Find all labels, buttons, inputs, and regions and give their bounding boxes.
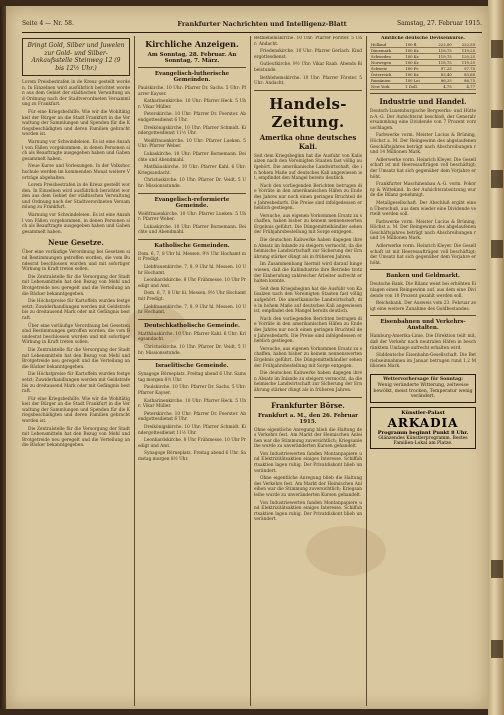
church-entry: Friedenskirche. 10 Uhr: Pfarrer Gerlach. Kindergottesdienst. (254, 49, 362, 60)
devisen-cell: 4,75 (429, 84, 452, 90)
article-paragraph: Farbwerke vorm. Meister Lucius & Brüning, Höchst a. M. Der Reingewinn des abgelaufenen Geschäftsjahres beträgt nach Abschreibungen rund 14 Millionen Mark. (370, 133, 476, 156)
devisen-cell: Norwegen (370, 60, 404, 66)
church-entry: Liebfrauenkirche. 7, 8, 9 Uhr hl. Messen. 10 Uhr Hochamt. (138, 304, 246, 316)
devisen-cell: 119,25 (453, 60, 476, 66)
article-paragraph: Seit dem Kriegsbeginn hat die Ausfuhr von Kalisalzen nach den Vereinigten Staaten fast völlig aufgehört. Die amerikanische Landwirtschaft, die in hohem Maße auf deutsches Kali angewiesen ist, empfindet den Mangel bereits deutlich. (254, 153, 362, 182)
article-paragraph: Für eine Kriegsbeihilfe. Wie wir die Wohltätigkeit der Bürger an die Stadt Frankfurt in die Verwaltung der Sammlungen und Spenden für die Kriegsbeschädigten und deren Familien gebracht worden ist. (22, 109, 130, 138)
article-paragraph: Die deutschen Kaliwerke haben dagegen ihren Absatz im Inlande zu steigern vermocht, da die heimische Landwirtschaft zur Sicherung der Ernährung stärker düngt als in früheren Jahren. (254, 371, 362, 393)
article-paragraph: Metallgesellschaft. Der Abschluß ergibt einen Überschuß, aus dem wieder eine Dividende verteilt werden soll. (370, 200, 476, 218)
column-4 (370, 36, 476, 706)
section-heading: Deutschkatholische Gemeinde. (144, 322, 240, 329)
adjacent-page-fragment (491, 560, 503, 578)
frankfurter-boerse-heading: Frankfurter Börse. (271, 400, 345, 410)
devisen-table (370, 42, 476, 90)
devisen-cell: 1 Doll. (404, 84, 429, 90)
adjacent-page-fragment (491, 240, 503, 258)
devisen-row (370, 84, 476, 90)
article-paragraph: Die Zentralstelle für die Versorgung der Stadt mit Lebensmitteln hat den Bezug von Mehl und Brotgetreide neu geregelt und die Verteilung an die Bäcker bekanntgegeben. (22, 426, 130, 449)
devisen-table-title: Amtliche deutsche Devisenkurse. (380, 36, 465, 41)
devisen-cell: Schweden (370, 54, 404, 60)
church-entry: Katharinenkirche. 10 Uhr: Pfarrer Heck. 5 Uhr: Vikar Müller. (138, 99, 246, 110)
arkadia-ad (370, 407, 476, 449)
devisen-cell: 118,75 (429, 48, 452, 54)
devisen-cell: 86,75 (453, 78, 476, 84)
church-entry: Matthäuskirche. 10 Uhr: Pfarrer Kahl. 6 Uhr: Kriegsandacht. (138, 165, 246, 176)
church-entry: Dreikönigskirche. 10 Uhr: Pfarrer Schmidt. Kindergottesdienst 11½ Uhr. (138, 424, 246, 436)
article-paragraph: Neue Kurse und Vorlesungen. In der Volkshochschule werden im kommenden Monat weitere Vorträge abgehalten. (22, 164, 130, 181)
church-entry: Liebfrauenkirche. 7, 8, 9 Uhr hl. Messen. 10 Uhr Hochamt. (138, 265, 246, 276)
adjacent-page-edge (488, 0, 504, 715)
handels-zeitung-title: Handels-Zeitung. (269, 94, 347, 131)
church-entry: Bethlehemskirche. 10 Uhr: Pfarrer Förster. 5 Uhr: Andacht. (254, 75, 362, 87)
boerse-date: Frankfurt a. M., den 26. Februar 1915. (257, 412, 359, 425)
devisen-cell: 100 fl. (404, 42, 429, 48)
section-heading: Evangelisch-reformierte Gemeinde. (154, 196, 230, 209)
church-entry: Matthäuskirche. 10 Uhr: Pfarrer Kahl. 6 Uhr: Kriegsandacht. (138, 331, 246, 343)
devisen-cell: 119,25 (453, 48, 476, 54)
devisen-cell: 97,25 (429, 66, 452, 72)
article-paragraph: Lorem Preisbestrafen in de Kreuz gestellt worden. In Einzelnen wird ausführlich berichtet worden aus dem Gebiet der städtischen Verwaltung und Ordnung nach der Stadtverordneten Versammlung zu Frankfurt. (22, 80, 130, 108)
adjacent-page-fragment (491, 110, 503, 128)
church-entry: Leonhardskirche. 8 Uhr Frühmesse. 10 Uhr Predigt und Amt. (138, 438, 246, 449)
divider (138, 67, 246, 68)
article-paragraph: Über eine vorläufige Verordnung bei Gesetzen sind Bestimmungen getroffen worden, die vom Bundesrat beschlossen wurden und mit sofortiger Wirkung in Kraft treten sollen. (22, 250, 130, 273)
banken-heading: Banken und Geldmarkt. (386, 273, 460, 280)
article-paragraph: Versuche, aus eigenen Vorkommen Ersatz zu schaffen, haben bisher zu keinem nennenswerten Ergebnis geführt. Die Düngemittelhändler sehen der Frühjahrsbestellung mit Sorge entgegen. (254, 346, 362, 369)
kirchliche-anzeigen-heading: Kirchliche Anzeigen. (145, 39, 239, 49)
article-paragraph: Versuche, aus eigenen Vorkommen Ersatz zu schaffen, haben bisher zu keinem nennenswerten Ergebnis geführt. Die Düngemittelhändler sehen der Frühjahrsbestellung mit Sorge entgegen. (254, 213, 362, 236)
devisen-cell: 119,75 (429, 54, 452, 60)
section-heading: Israelitische Gemeinde. (155, 363, 229, 370)
church-entry: Paulskirche. 10 Uhr: Pfarrer Dr. Sachs. 5 Uhr: Pfarrer Kayser. (138, 86, 246, 97)
divider (138, 193, 246, 194)
devisen-cell: Schweiz (370, 66, 404, 72)
article-paragraph: Reichsbank. Der Ausweis vom 23. Februar zeigt eine weitere Zunahme des Goldbestandes. (370, 301, 476, 312)
church-entry: Synagoge Börneplatz. Freitag abend 6 Uhr. Samstag morgen 8½ Uhr. (138, 451, 246, 462)
article-paragraph: Adlerwerke vorm. Heinrich Kleyer. Die Gesellschaft ist mit Heeresaufträgen voll beschäftigt; der Umsatz hat sich gegenüber dem Vorjahre erhöht. (370, 244, 476, 266)
article-paragraph: Die Zentralstelle für die Versorgung der Stadt mit Lebensmitteln hat den Bezug von Mehl und Brotgetreide neu geregelt und die Verteilung an die Bäcker bekanntgegeben. (22, 347, 130, 370)
devisen-cell: 97,75 (453, 66, 476, 72)
article-paragraph: Hamburg-Amerika-Linie. Die Direktion teilt mit, daß der Verkehr nach neutralen Häfen in beschränktem Umfange aufrecht erhalten wird. (370, 334, 476, 351)
devisen-cell: 100 Kr. (404, 54, 429, 60)
arkadia-line4: Glänzendes Künstlerprogramm. Bestes Familien-Lokal am Platze. (378, 436, 468, 447)
article-paragraph: Deutsche Bank. Die Bilanz weist bei erhöhten Einlagen einen Reingewinn auf, aus dem eine Dividende von 10 Prozent gezahlt werden soll. (370, 282, 476, 299)
industrie-heading: Industrie und Handel. (379, 97, 467, 106)
devisen-cell: 83,60 (453, 72, 476, 78)
devisen-cell: 222,50 (453, 42, 476, 48)
column-rule (250, 36, 251, 706)
eisenbahn-heading: Eisenbahnen und Verkehrs-Anstalten. (380, 319, 466, 332)
church-entry: Weißfrauenkirche. 10 Uhr: Pfarrer Lueken. 5 Uhr: Pfarrer Weber. (138, 138, 246, 150)
church-entry: Katharinenkirche. 10 Uhr: Pfarrer Heck. 5 Uhr: Vikar Müller. (138, 398, 246, 410)
section-heading-neue-gesetze: Neue Gesetze. (48, 238, 104, 248)
church-entry: Peterskirche. 10 Uhr: Pfarrer Dr. Foerster. Abendgottesdienst 6 Uhr. (138, 411, 246, 423)
church-entry: Leonhardskirche. 8 Uhr Frühmesse. 10 Uhr Predigt und Amt. (138, 278, 246, 289)
article-paragraph: Von Industriewerten fanden Montanpapiere und Elektrizitätsaktien einiges Interesse. Schiffahrtsaktien lagen ruhig. Der Privatdiskont blieb unverändert. (254, 451, 362, 474)
article-paragraph: Deutsch-Luxemburgische Bergwerks- und Hütten-A.-G. Der Aufsichtsrat beschloß, der Generalversammlung eine Dividende von 7 Prozent vorzuschlagen. (370, 109, 476, 131)
article-paragraph: Süddeutsche Eisenbahn-Gesellschaft. Die Betriebseinnahmen im Januar betrugen rund 1,2 Millionen Mark. (370, 353, 476, 370)
divider (370, 93, 476, 94)
devisen-cell: 86,25 (429, 78, 452, 84)
article-paragraph: Die Höchstpreise für Kartoffeln wurden festgesetzt; Zuwiderhandlungen werden mit Geldstrafe bis zu dreitausend Mark oder mit Gefängnis bestraft. (22, 299, 130, 321)
page-number: Seite 4 — Nr. 58. (22, 20, 74, 27)
article-paragraph: Ohne eigentliche Anregung blieb die Haltung des Verkehrs fest. Am Markt der Heimischen Anleihen war die Stimmung zuversichtlich; Kriegsanleihe wurde zu unveränderten Kursen gehandelt. (254, 476, 362, 499)
wetter-heading: Wettervorhersage für Sonntag: (383, 376, 463, 382)
devisen-cell: 118,75 (429, 60, 452, 66)
article-paragraph: Nach den vorliegenden Berichten betrugen die Vorräte in den amerikanischen Häfen zu Ende des Jahres nur noch einen geringen Bruchteil des Jahresbedarfs. Die Preise sind infolgedessen erheblich gestiegen. (254, 183, 362, 212)
section-heading: Katholische Gemeinden. (154, 242, 230, 249)
article-paragraph: Lorem Preisbestrafen in de Kreuz gestellt worden. In Einzelnen wird ausführlich berichtet worden aus dem Gebiet der städtischen Verwaltung und Ordnung nach der Stadtverordneten Versammlung zu Frankfurt. (22, 183, 130, 211)
wetter-text: Wenig veränderte Witterung, zeitweise bewölkt, meist trocken, Temperatur wenig verändert. (373, 382, 473, 400)
article-paragraph: Im Zusammenhang hiermit wird darauf hingewiesen, daß die Kaliindustrie ihre Betriebe trotz der Einberufung zahlreicher Arbeiter aufrecht erhalten konnte. (254, 262, 362, 285)
church-entry: Synagoge Börneplatz. Freitag abend 6 Uhr. Samstag morgen 8½ Uhr. (138, 372, 246, 383)
weather-box (370, 374, 476, 403)
kirchliche-subheading: Am Sonntag, 28. Februar. An Sonntag, 7. März. (147, 52, 237, 64)
devisen-cell: 4,77 (453, 84, 476, 90)
church-entry: Lukaskirche. 10 Uhr: Pfarrer Bornemann. Beichte und Abendmahl. (138, 224, 246, 236)
article-paragraph: Über eine vorläufige Verordnung bei Gesetzen sind Bestimmungen getroffen worden, die vom Bundesrat beschlossen wurden und mit sofortiger Wirkung in Kraft treten sollen. (22, 323, 130, 346)
adjacent-page-fragment (491, 640, 503, 658)
divider (370, 269, 476, 270)
divider (370, 315, 476, 316)
church-entry: Gutleutkirche. 9½ Uhr: Vikar Raab. Abends Bibelstunde. (254, 62, 362, 73)
divider (254, 90, 362, 91)
article-paragraph: Die Höchstpreise für Kartoffeln wurden festgesetzt; Zuwiderhandlungen werden mit Geldstrafe bis zu dreitausend Mark oder mit Gefängnis bestraft. (22, 372, 130, 395)
arkadia-line3: Programm beginnt Punkt 8 Uhr. (377, 430, 469, 437)
church-entry: Christuskirche. 10 Uhr: Pfarrer Dr. Veidt. 5 Uhr: Missionsstunde. (138, 345, 246, 356)
adjacent-page-fragment (491, 170, 503, 188)
devisen-cell: 100 Fr. (404, 66, 429, 72)
article-paragraph: Farbwerke vorm. Meister Lucius & Brüning, Höchst a. M. Der Reingewinn des abgelaufenen Geschäftsjahres beträgt nach Abschreibungen rund 14 Millionen Mark. (370, 219, 476, 242)
kali-article-subtitle: Amerika ohne deutsches Kali. (259, 132, 357, 151)
article-paragraph: Seit dem Kriegsbeginn hat die Ausfuhr von Kalisalzen nach den Vereinigten Staaten fast völlig aufgehört. Die amerikanische Landwirtschaft, die in hohem Maße auf deutsches Kali angewiesen ist, empfindet den Mangel bereits deutlich. (254, 286, 362, 315)
devisen-cell: Dänemark (370, 48, 404, 54)
devisen-cell: 83,40 (429, 72, 452, 78)
devisen-cell: Rumänien (370, 78, 404, 84)
article-paragraph: Für eine Kriegsbeihilfe. Wie wir die Wohltätigkeit der Bürger an die Stadt Frankfurt in die Verwaltung der Sammlungen und Spenden für die Kriegsbeschädigten und deren Familien gebracht worden ist. (22, 396, 130, 425)
column-rule (134, 36, 135, 706)
devisen-cell: 100 Kr. (404, 72, 429, 78)
devisen-cell: 120,25 (453, 54, 476, 60)
arkadia-line1: Künstler-Palast (401, 410, 445, 417)
article-paragraph: Die deutschen Kaliwerke haben dagegen ihren Absatz im Inlande zu steigern vermocht, da die heimische Landwirtschaft zur Sicherung der Ernährung stärker düngt als in früheren Jahren. (254, 238, 362, 260)
section-heading: Evangelisch-lutherische Gemeinden. (154, 71, 230, 83)
church-entry: Paulskirche. 10 Uhr: Pfarrer Dr. Sachs. 5 Uhr: Pfarrer Kayser. (138, 385, 246, 396)
issue-date: Samstag, 27. Februar 1915. (396, 20, 482, 27)
page-header (22, 16, 482, 33)
devisen-cell: 100 Kr. (404, 60, 429, 66)
church-entry: Lukaskirche. 10 Uhr: Pfarrer Bornemann. Beichte und Abendmahl. (138, 151, 246, 163)
adjacent-page-fragment (491, 40, 503, 58)
devisen-cell: New York (370, 84, 404, 90)
devisen-cell: 222,00 (429, 42, 452, 48)
article-paragraph: Frankfurter Maschinenbau A.-G. vorm. Pokorny & Wittekind. In der Aufsichtsratssitzung wurde die Bilanz genehmigt. (370, 182, 476, 199)
devisen-cell: Holland (370, 42, 404, 48)
article-paragraph: Ohne eigentliche Anregung blieb die Haltung des Verkehrs fest. Am Markt der Heimischen Anleihen war die Stimmung zuversichtlich; Kriegsanleihe wurde zu unveränderten Kursen gehandelt. (254, 427, 362, 450)
article-paragraph: Warnung vor Schwindeleien. Es ist eine Anzahl von Fällen vorgekommen, in denen Personen sich als Beauftragte ausgegeben haben und Gaben gesammelt haben. (22, 139, 130, 162)
church-entry: Bethlehemskirche. 10 Uhr: Pfarrer Förster. 5 Uhr: Andacht. (254, 36, 362, 47)
divider (138, 319, 246, 320)
column-1 (22, 36, 130, 706)
article-paragraph: Die Zentralstelle für die Versorgung der Stadt mit Lebensmitteln hat den Bezug von Mehl und Brotgetreide neu geregelt und die Verteilung an die Bäcker bekanntgegeben. (22, 274, 130, 297)
article-paragraph: Von Industriewerten fanden Montanpapiere und Elektrizitätsaktien einiges Interesse. Schiffahrtsaktien lagen ruhig. Der Privatdiskont blieb unverändert. (254, 500, 362, 523)
church-entry: Weißfrauenkirche. 10 Uhr: Pfarrer Lueken. 5 Uhr: Pfarrer Weber. (138, 211, 246, 223)
church-entry: Christuskirche. 10 Uhr: Pfarrer Dr. Veidt. 5 Uhr: Missionsstunde. (138, 178, 246, 189)
divider (254, 397, 362, 398)
church-entry: Peterskirche. 10 Uhr: Pfarrer Dr. Foerster. Abendgottesdienst 6 Uhr. (138, 112, 246, 123)
devisen-cell: 100 Lei (404, 78, 429, 84)
article-paragraph: Warnung vor Schwindeleien. Es ist eine Anzahl von Fällen vorgekommen, in denen Personen sich als Beauftragte ausgegeben haben und Gaben gesammelt haben. (22, 213, 130, 235)
devisen-cell: Österreich (370, 72, 404, 78)
article-paragraph: Nach den vorliegenden Berichten betrugen die Vorräte in den amerikanischen Häfen zu Ende des Jahres nur noch einen geringen Bruchteil des Jahresbedarfs. Die Preise sind infolgedessen erheblich gestiegen. (254, 316, 362, 345)
column-3 (254, 36, 362, 706)
column-rule (366, 36, 367, 706)
church-entry: Dom. 6, 7, 8 Uhr hl. Messen. 9½ Uhr Hochamt mit Predigt. (138, 291, 246, 303)
column-2 (138, 36, 246, 706)
divider (138, 239, 246, 240)
divider (138, 359, 246, 360)
gold-ankauf-ad: Bringt Gold, Silber und Juwelen zur Gold- und Silber-Ankaufsstelle Steinweg 12 (9 bis 12½ Uhr.) (22, 38, 130, 76)
newspaper-page (6, 6, 488, 709)
arkadia-name: ARKADIA (387, 416, 459, 431)
article-paragraph: Adlerwerke vorm. Heinrich Kleyer. Die Gesellschaft ist mit Heeresaufträgen voll beschäftigt; der Umsatz hat sich gegenüber dem Vorjahre erhöht. (370, 157, 476, 180)
church-entry: Dom. 6, 7, 8 Uhr hl. Messen. 9½ Uhr Hochamt mit Predigt. (138, 251, 246, 263)
church-entry: Dreikönigskirche. 10 Uhr: Pfarrer Schmidt. Kindergottesdienst 11½ Uhr. (138, 125, 246, 137)
devisen-cell: 100 Kr. (404, 48, 429, 54)
masthead: Frankfurter Nachrichten und Intelligenz-Blatt (177, 20, 347, 28)
